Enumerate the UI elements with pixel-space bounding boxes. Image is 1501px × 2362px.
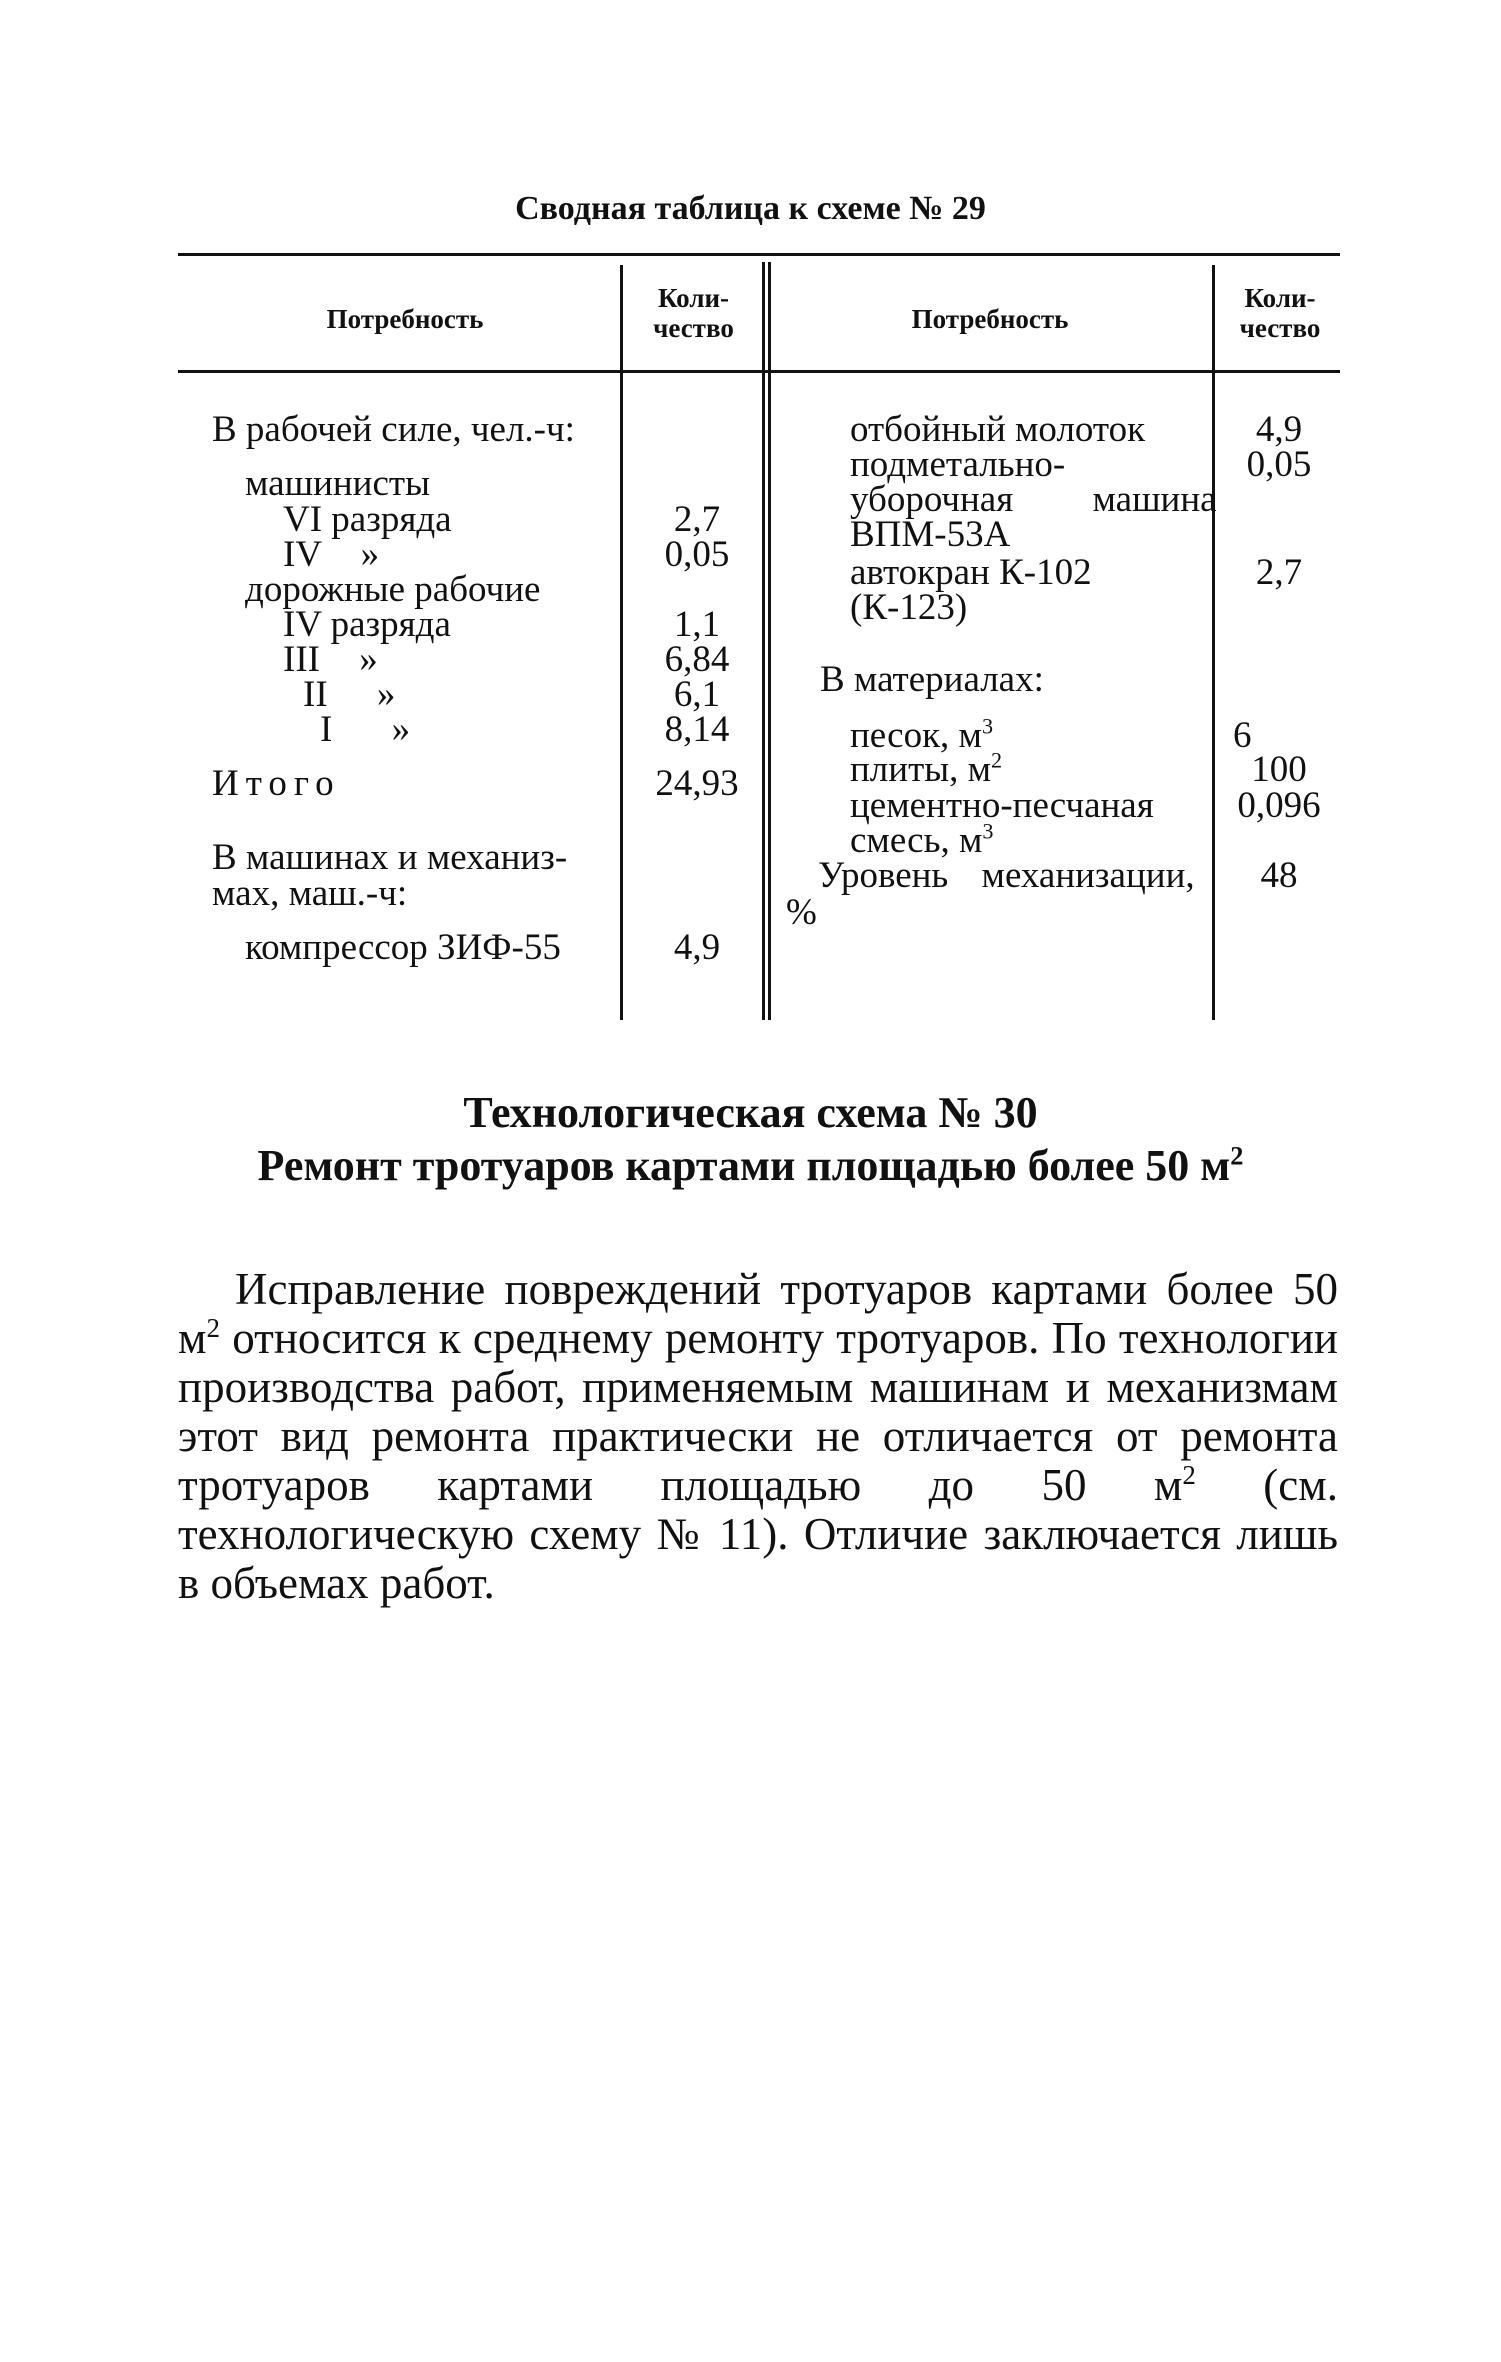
left-row-value: 6,84 <box>664 639 730 680</box>
left-row-value: 8,14 <box>664 709 730 750</box>
left-row-value: 4,9 <box>673 927 721 968</box>
right-row-label: ВПМ-53А <box>850 514 1011 555</box>
header-need-right: Потребность <box>911 304 1069 334</box>
body-paragraph: Исправление повреждений тротуаров картами более 50 $м^2$ относится к среднему ремонту тротуаров. По технологии производства работ, применяемым машинам и механизмам этот вид ремонта практически не отличается от ремонта тротуаров картами площадью до 50 $м^2$ (см. технологическую схему № 11). Отличие заключается лишь в объемах работ. <box>178 1264 1338 1608</box>
scheme-heading: Технологическая схема № 30 <box>463 1088 1038 1137</box>
scheme-subheading: Ремонт тротуаров картами площадью более 50 $м^2$ <box>257 1140 1244 1190</box>
right-row-label: % <box>786 892 817 933</box>
left-row-value: 0,05 <box>664 534 730 575</box>
table-top-rule <box>178 253 1340 256</box>
right-row-value: 6 <box>1233 715 1252 756</box>
right-row-label: (К-123) <box>850 587 968 628</box>
right-row-label: Уровень механизации, <box>818 855 1195 896</box>
right-row-label: плиты, $м^2$ <box>850 747 1003 790</box>
column-divider-3 <box>1212 265 1215 1020</box>
right-row-value: 0,05 <box>1246 444 1312 485</box>
right-row-label: автокран К-102 <box>850 552 1092 593</box>
left-row-label: мах, маш.-ч: <box>212 873 408 914</box>
left-row-label: машинисты <box>245 463 430 504</box>
left-row-label: дорожные рабочие <box>245 569 541 610</box>
right-row-label: смесь, $м^3$ <box>850 818 994 861</box>
right-row-value: 4,9 <box>1255 409 1303 450</box>
left-total-value: 24,93 <box>655 763 739 804</box>
header-qty-right-2: чество <box>1239 313 1321 343</box>
right-row-label: цементно-песчаная <box>850 785 1154 826</box>
right-row-label: отбойный молоток <box>850 409 1146 450</box>
table-header-rule <box>178 370 1340 373</box>
left-row-value: 1,1 <box>673 604 721 645</box>
left-row-label: III » <box>283 639 378 680</box>
left-row-label: В рабочей силе, чел.-ч: <box>212 409 575 450</box>
right-row-label: подметально- <box>850 444 1066 485</box>
left-row-label: IV » <box>283 534 380 575</box>
left-row-value: 6,1 <box>673 674 721 715</box>
left-row-label: компрессор ЗИФ-55 <box>245 927 561 968</box>
table-title: Сводная таблица к схеме № 29 <box>515 190 986 227</box>
left-row-label: VI разряда <box>283 499 452 540</box>
right-row-label: В материалах: <box>820 659 1044 700</box>
header-qty-left-1: Коли- <box>657 283 730 313</box>
right-row-value: 2,7 <box>1255 552 1303 593</box>
header-qty-right-1: Коли- <box>1244 283 1316 313</box>
right-row-value: 0,096 <box>1237 785 1321 826</box>
right-row-value: 48 <box>1260 855 1298 896</box>
left-total-label: Итого <box>212 763 341 804</box>
header-need-left: Потребность <box>326 304 484 334</box>
header-qty-left-2: чество <box>653 313 734 343</box>
right-row-value: 100 <box>1251 749 1307 790</box>
right-row-label: уборочная машина <box>850 479 1217 520</box>
right-row-label: песок, $м^3$ <box>850 713 994 756</box>
left-row-label: В машинах и механиз- <box>212 837 568 878</box>
left-row-label: I » <box>320 709 411 750</box>
left-row-label: IV разряда <box>283 604 451 645</box>
left-row-label: II » <box>303 674 396 715</box>
left-row-value: 2,7 <box>673 499 721 540</box>
